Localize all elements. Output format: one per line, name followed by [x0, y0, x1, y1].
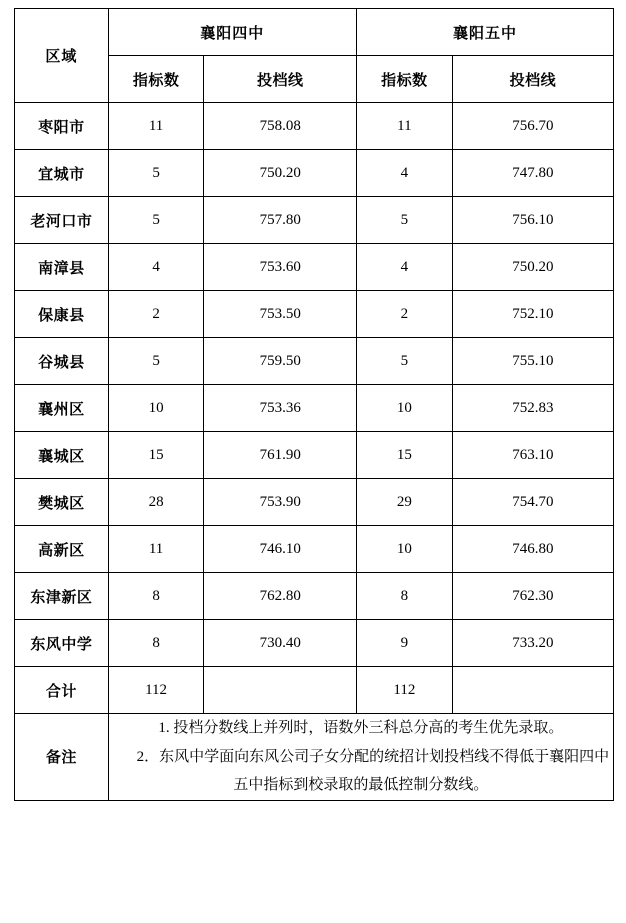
row-line-school1: 750.20	[204, 150, 356, 197]
row-line-school1: 753.36	[204, 385, 356, 432]
row-quota-school1: 5	[108, 338, 204, 385]
table-row	[15, 385, 614, 432]
row-area: 保康县	[15, 291, 109, 338]
table-row	[15, 432, 614, 479]
row-line-school1: 758.08	[204, 103, 356, 150]
header-school-2: 襄阳五中	[356, 9, 613, 56]
row-quota-school1: 11	[108, 103, 204, 150]
row-line-school1: 746.10	[204, 526, 356, 573]
remark-label: 备注	[15, 714, 109, 801]
row-line-school2: 756.10	[452, 197, 613, 244]
remark-content	[108, 714, 613, 801]
header-school-1: 襄阳四中	[108, 9, 356, 56]
row-line-school2: 746.80	[452, 526, 613, 573]
total-line-school2	[452, 667, 613, 714]
row-area: 襄州区	[15, 385, 109, 432]
table-row	[15, 573, 614, 620]
row-line-school2: 763.10	[452, 432, 613, 479]
row-area: 谷城县	[15, 338, 109, 385]
total-line-school1	[204, 667, 356, 714]
row-line-school2: 752.10	[452, 291, 613, 338]
row-line-school1: 757.80	[204, 197, 356, 244]
table-remark-row	[15, 714, 614, 801]
remark-line-2: 2．东风中学面向东风公司子女分配的统招计划投档线不得低于襄阳四中五中指标到校录取的最低控制分数线。	[136, 748, 610, 793]
row-quota-school2: 11	[356, 103, 452, 150]
row-area: 襄城区	[15, 432, 109, 479]
row-line-school1: 762.80	[204, 573, 356, 620]
row-quota-school2: 5	[356, 197, 452, 244]
row-line-school1: 730.40	[204, 620, 356, 667]
table-header-row-schools	[15, 9, 614, 56]
header-line-1: 投档线	[204, 56, 356, 103]
table-row	[15, 197, 614, 244]
table-total-row	[15, 667, 614, 714]
row-area: 老河口市	[15, 197, 109, 244]
table-row	[15, 479, 614, 526]
row-quota-school2: 4	[356, 150, 452, 197]
row-area: 枣阳市	[15, 103, 109, 150]
table-row	[15, 244, 614, 291]
row-line-school2: 762.30	[452, 573, 613, 620]
row-quota-school2: 10	[356, 385, 452, 432]
row-quota-school2: 29	[356, 479, 452, 526]
row-line-school1: 761.90	[204, 432, 356, 479]
row-quota-school2: 8	[356, 573, 452, 620]
row-quota-school1: 28	[108, 479, 204, 526]
row-quota-school1: 8	[108, 573, 204, 620]
row-quota-school2: 10	[356, 526, 452, 573]
row-line-school2: 733.20	[452, 620, 613, 667]
row-quota-school2: 9	[356, 620, 452, 667]
table-row	[15, 338, 614, 385]
remark-line-1: 1. 投档分数线上并列时，语数外三科总分高的考生优先录取。	[158, 720, 564, 736]
row-quota-school1: 5	[108, 150, 204, 197]
header-line-2: 投档线	[452, 56, 613, 103]
row-quota-school1: 15	[108, 432, 204, 479]
row-quota-school2: 5	[356, 338, 452, 385]
row-area: 高新区	[15, 526, 109, 573]
row-area: 南漳县	[15, 244, 109, 291]
row-line-school2: 747.80	[452, 150, 613, 197]
row-line-school1: 759.50	[204, 338, 356, 385]
row-line-school2: 756.70	[452, 103, 613, 150]
admission-score-table	[14, 8, 614, 801]
row-quota-school2: 15	[356, 432, 452, 479]
table-row	[15, 526, 614, 573]
row-quota-school1: 5	[108, 197, 204, 244]
header-quota-1: 指标数	[108, 56, 204, 103]
row-line-school2: 752.83	[452, 385, 613, 432]
row-area: 东风中学	[15, 620, 109, 667]
table-row	[15, 291, 614, 338]
row-line-school1: 753.90	[204, 479, 356, 526]
row-area: 宜城市	[15, 150, 109, 197]
row-quota-school1: 11	[108, 526, 204, 573]
row-quota-school1: 10	[108, 385, 204, 432]
row-quota-school1: 8	[108, 620, 204, 667]
row-line-school1: 753.50	[204, 291, 356, 338]
row-line-school2: 750.20	[452, 244, 613, 291]
row-area: 东津新区	[15, 573, 109, 620]
table-row	[15, 103, 614, 150]
total-label: 合计	[15, 667, 109, 714]
row-quota-school1: 2	[108, 291, 204, 338]
header-quota-2: 指标数	[356, 56, 452, 103]
row-quota-school1: 4	[108, 244, 204, 291]
table-row	[15, 620, 614, 667]
total-quota-school1: 112	[108, 667, 204, 714]
row-quota-school2: 4	[356, 244, 452, 291]
header-area-label: 区域	[15, 9, 109, 103]
table-row	[15, 150, 614, 197]
row-quota-school2: 2	[356, 291, 452, 338]
row-line-school2: 755.10	[452, 338, 613, 385]
row-area: 樊城区	[15, 479, 109, 526]
total-quota-school2: 112	[356, 667, 452, 714]
row-line-school1: 753.60	[204, 244, 356, 291]
row-line-school2: 754.70	[452, 479, 613, 526]
